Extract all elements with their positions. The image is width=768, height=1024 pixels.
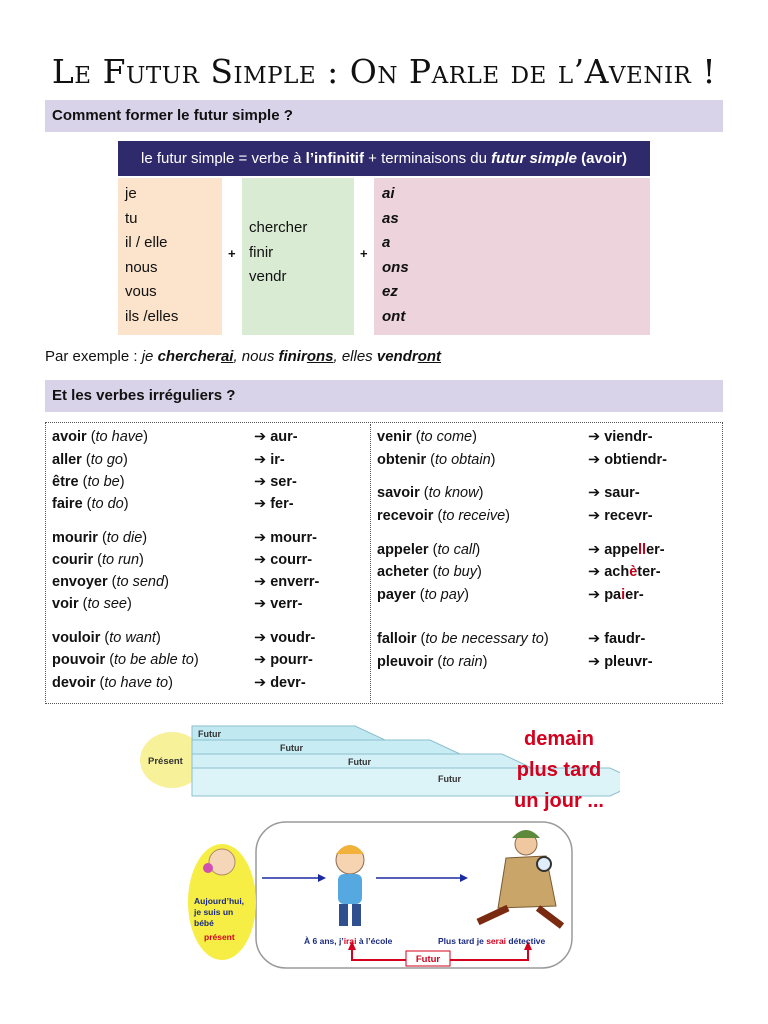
ending-column: [374, 178, 650, 335]
infinitive: finir: [249, 243, 274, 261]
ending: as: [382, 209, 399, 227]
baby-caption: bébé: [194, 918, 214, 928]
arrow-icon: ➔: [588, 452, 601, 468]
time-word: demain: [523, 728, 595, 750]
pacifier-icon: [203, 863, 213, 873]
future-stem: ➔ pleuvr-: [588, 654, 653, 670]
arrow-icon: ➔: [254, 429, 267, 445]
ending: ai: [382, 185, 395, 202]
baby-caption: Aujourd’hui,: [194, 896, 245, 906]
verb-entry: faire (to do): [52, 496, 129, 512]
ending: ez: [382, 283, 398, 300]
verb-entry: pouvoir (to be able to): [52, 652, 199, 668]
future-stem: ➔ fer-: [254, 496, 294, 512]
plus-sign: +: [360, 246, 368, 261]
futur-label: Futur: [348, 757, 371, 767]
future-stem: ➔ voudr-: [254, 630, 316, 646]
verb-entry: avoir (to have): [52, 429, 148, 445]
verb-entry: savoir (to know): [377, 485, 484, 501]
future-stem: ➔ mourr-: [254, 530, 317, 546]
verb-entry: recevoir (to receive): [377, 508, 511, 524]
verb-entry: vouloir (to want): [52, 630, 161, 646]
futur-label: Futur: [198, 729, 221, 739]
time-word: un jour ...: [514, 790, 604, 812]
pronoun: tu: [125, 209, 138, 227]
verb-entry: courir (to run): [52, 552, 144, 568]
ending: ons: [382, 258, 409, 276]
arrow-icon: ➔: [588, 564, 601, 580]
future-stem: ➔ pourr-: [254, 652, 313, 668]
detective-caption: Plus tard je serai détective: [438, 936, 546, 946]
time-word: plus tard: [516, 759, 602, 781]
verb-entry: devoir (to have to): [52, 675, 173, 691]
verb-entry: envoyer (to send): [52, 574, 169, 590]
pronoun-column: [118, 178, 222, 335]
magnifier-icon: [537, 857, 551, 871]
verb-entry: venir (to come): [377, 429, 477, 445]
arrow-icon: ➔: [588, 485, 601, 501]
arrow-icon: ➔: [254, 530, 267, 546]
future-stem: ➔ enverr-: [254, 574, 320, 590]
futur-label: Futur: [438, 774, 461, 784]
example-sentence: Par exemple : je chercherai, nous finirons, elles vendront: [45, 348, 442, 365]
plus-sign: +: [228, 246, 236, 261]
futur-arrow-2: [192, 740, 460, 754]
arrow-icon: ➔: [254, 496, 267, 512]
verb-entry: aller (to go): [52, 452, 128, 468]
infinitive: vendr: [249, 268, 287, 285]
baby-icon: [209, 849, 235, 875]
verb-entry: voir (to see): [52, 596, 132, 612]
verb-entry: obtenir (to obtain): [377, 452, 496, 468]
future-stem: ➔ paier-: [588, 587, 644, 603]
future-stem: ➔ appeller-: [588, 542, 665, 558]
arrow-icon: ➔: [588, 508, 601, 524]
future-stem: ➔ faudr-: [588, 631, 646, 647]
verb-entry: pleuvoir (to rain): [377, 654, 488, 670]
pronoun: nous: [125, 258, 158, 276]
future-stem: ➔ devr-: [254, 675, 306, 691]
verb-entry: mourir (to die): [52, 530, 148, 546]
future-stem: ➔ viendr-: [588, 429, 653, 445]
arrow-icon: ➔: [588, 429, 601, 445]
future-stem: ➔ verr-: [254, 596, 303, 612]
arrow-icon: ➔: [254, 452, 267, 468]
section-header-irregular: Et les verbes irréguliers ?: [45, 380, 723, 412]
future-stem: ➔ saur-: [588, 485, 640, 501]
boy-leg: [339, 904, 348, 926]
future-stem: ➔ achèter-: [588, 564, 661, 580]
section-header-formation: Comment former le futur simple ?: [45, 100, 723, 132]
futur-label: Futur: [415, 954, 441, 965]
verb-entry: falloir (to be necessary to): [377, 631, 549, 647]
boy-body: [338, 874, 362, 904]
pronoun: vous: [125, 283, 157, 300]
arrow-icon: ➔: [254, 596, 267, 612]
verb-entry: payer (to pay): [377, 587, 469, 603]
arrow-icon: ➔: [254, 675, 267, 691]
formula-banner: le futur simple = verbe à l’infinitif + terminaisons du futur simple (avoir): [118, 141, 650, 176]
present-label: présent: [204, 932, 235, 942]
pronoun: je: [125, 185, 137, 202]
future-stem: ➔ courr-: [254, 552, 313, 568]
arrow-icon: ➔: [254, 574, 267, 590]
baby-caption: je suis un: [194, 907, 234, 917]
present-label: Présent: [148, 756, 183, 767]
verb-entry: être (to be): [52, 474, 125, 490]
cartoon-illustration: [186, 820, 576, 970]
verb-entry: acheter (to buy): [377, 564, 482, 580]
future-stem: ➔ aur-: [254, 429, 298, 445]
future-stem: ➔ recevr-: [588, 508, 653, 524]
future-stem: ➔ ir-: [254, 452, 285, 468]
future-stem: ➔ ser-: [254, 474, 297, 490]
infinitive-column: [242, 178, 354, 335]
infinitive: chercher: [249, 219, 308, 236]
boy-caption: À 6 ans, j’irai à l’école: [304, 936, 393, 946]
ending: ont: [382, 307, 406, 325]
pronoun: ils /elles: [125, 307, 179, 325]
future-stem: ➔ obtiendr-: [588, 452, 668, 468]
futur-label: Futur: [280, 743, 303, 753]
arrow-icon: ➔: [588, 542, 601, 558]
page-title: Le Futur Simple : On Parle de l’Avenir !: [51, 52, 717, 91]
pronoun: il / elle: [125, 234, 168, 251]
boy-leg: [352, 904, 361, 926]
arrow-icon: ➔: [254, 630, 267, 646]
column-divider: [370, 424, 371, 702]
arrow-icon: ➔: [254, 552, 267, 568]
arrow-icon: ➔: [254, 474, 267, 490]
arrow-icon: ➔: [254, 652, 267, 668]
arrow-icon: ➔: [588, 587, 601, 603]
arrow-icon: ➔: [588, 654, 601, 670]
arrow-icon: ➔: [588, 631, 601, 647]
time-words: [496, 724, 622, 817]
verb-entry: appeler (to call): [377, 542, 481, 558]
ending: a: [382, 234, 391, 251]
